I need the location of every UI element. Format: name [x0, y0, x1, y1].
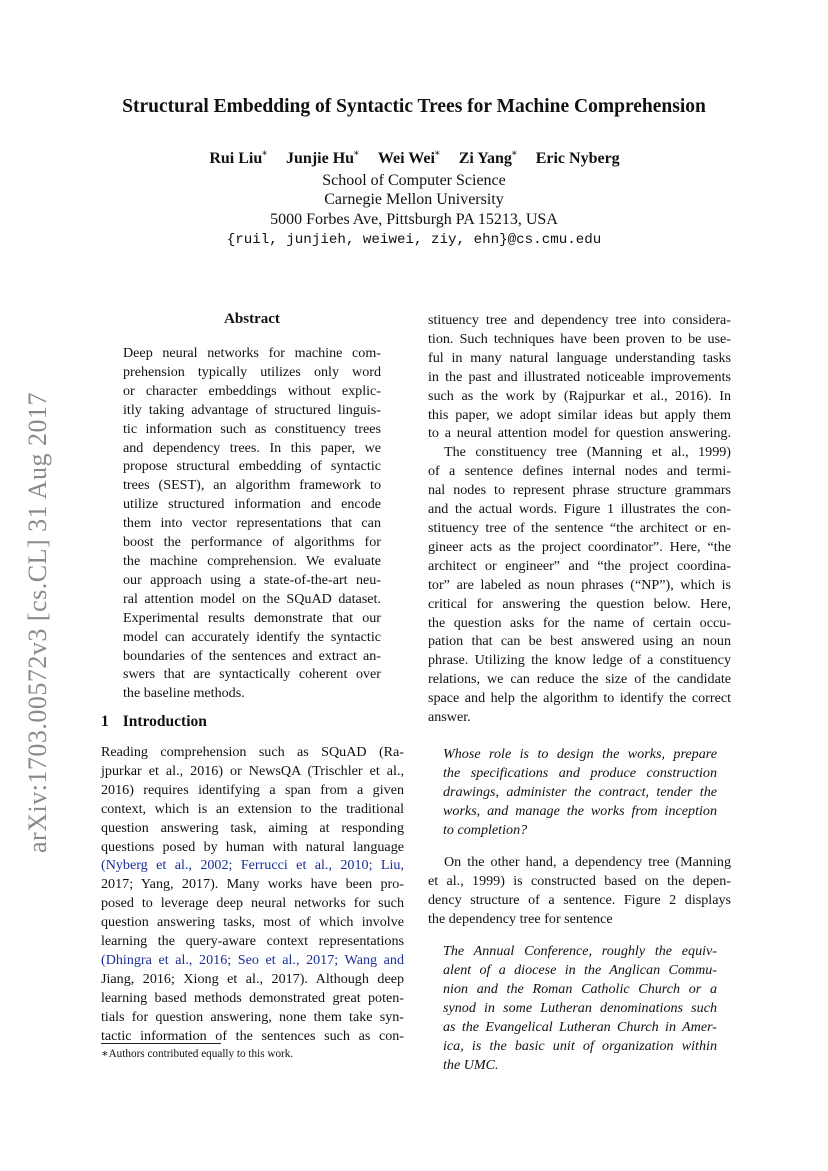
body-line: The constituency tree (Manning et al., 1999): [444, 444, 731, 461]
affiliation-school: School of Computer Science: [322, 172, 506, 189]
section-number: 1: [101, 713, 109, 730]
question-quote-line: Whose role is to design the works, prepare: [443, 745, 717, 762]
body-line: gineer acts as the project coordinator”. Here, “the: [428, 538, 731, 555]
intro-line: Jiang, 2016; Xiong et al., 2017). Although deep: [101, 970, 404, 987]
author: Wei Wei∗: [377, 148, 441, 167]
sentence-quote-line: synod in some Lutheran denominations such: [443, 999, 717, 1016]
author: Rui Liu∗: [209, 148, 269, 167]
intro-line: jpurkar et al., 2016) or NewsQA (Trischler et al.,: [101, 762, 404, 779]
abstract-line: tic information such as constituency trees: [123, 420, 381, 437]
author: Eric Nyberg: [535, 150, 620, 167]
intro-body: [101, 743, 404, 1046]
intro-line: posed to leverage deep neural networks for such: [101, 895, 404, 912]
arxiv-stamp: arXiv:1703.00572v3 [cs.CL] 31 Aug 2017: [23, 392, 52, 853]
body-line: space and help the algorithm to identify the correct: [428, 690, 731, 707]
intro-line: learning the query-aware context representations: [101, 933, 404, 950]
body-line: such as the work by (Rajpurkar et al., 2016). In: [428, 387, 731, 404]
abstract-body: [123, 344, 381, 703]
question-quote-line: the specifications and produce construction: [443, 764, 717, 781]
intro-line: tials for question answering, none them take syn-: [101, 1008, 404, 1025]
body-line: tor” are labeled as noun phrases (“NP”), which is: [428, 576, 731, 593]
sentence-quote-line: The Annual Conference, roughly the equiv-: [443, 943, 717, 960]
intro-line[interactable]: (Nyberg et al., 2002; Ferrucci et al., 2010; Liu,: [101, 857, 404, 874]
abstract-line: itly taking advantage of structured linguis-: [123, 401, 381, 418]
body-line: stituency tree and dependency tree into considera-: [428, 312, 731, 328]
abstract-line: ral attention model on the SQuAD dataset.: [123, 590, 381, 607]
abstract-line: prehension typically utilizes only word: [123, 363, 381, 380]
sentence-quote-line: ica, is the basic unit of organization within: [443, 1037, 717, 1054]
body-line: of a sentence defines internal nodes and termi-: [428, 463, 731, 480]
body-line: et al., 1999) is constructed based on the depen-: [428, 873, 731, 890]
section-heading: [101, 713, 207, 731]
body-line: to a neural attention model for question answering.: [428, 425, 731, 442]
author-emails: {ruil, junjieh, weiwei, ziy, ehn}@cs.cmu.edu: [226, 232, 602, 248]
body-line: answer.: [428, 709, 471, 726]
question-quote-line: drawings, administer the contract, tender the: [443, 783, 717, 800]
paper-title: Structural Embedding of Syntactic Trees for Machine Comprehension: [122, 96, 706, 117]
abstract-line: Deep neural networks for machine com-: [123, 345, 381, 361]
abstract-line: them into vector representations that can: [123, 515, 381, 532]
intro-line: learning based methods demonstrated great poten-: [101, 989, 404, 1006]
section-title: Introduction: [122, 713, 207, 730]
affiliation-university: Carnegie Mellon University: [324, 191, 504, 208]
body-line: in the past and illustrated noticeable improvements: [428, 368, 731, 385]
author: Zi Yang∗: [458, 148, 518, 167]
question-quote-line: to completion?: [443, 821, 528, 838]
abstract-line: swers that are syntactically coherent over: [123, 666, 381, 683]
footnote: ∗Authors contributed equally to this work.: [101, 1048, 294, 1060]
abstract-line: model can accurately identify the syntactic: [123, 628, 381, 645]
body-line: the dependency tree for sentence: [428, 911, 613, 928]
question-quote-line: works, and manage the works from inception: [443, 802, 717, 819]
intro-line: 2017; Yang, 2017). Many works have been pro-: [101, 876, 404, 893]
intro-line: questions posed by human with natural language: [101, 838, 404, 855]
body-line: stituency tree of the sentence “the architect or en-: [428, 519, 731, 536]
intro-line: context, which is an extension to the traditional: [101, 800, 404, 817]
body-line: the question asks for the name of certain occu-: [428, 614, 731, 631]
body-line: this paper, we adopt similar ideas but apply them: [428, 406, 731, 423]
body-line: nal nodes to represent phrase structure grammars: [428, 482, 731, 499]
body-line: tion. Such techniques have been proven to be use-: [428, 330, 731, 347]
body-line: On the other hand, a dependency tree (Manning: [444, 854, 731, 871]
abstract-line: propose structural embedding of syntactic: [123, 458, 381, 475]
abstract-line: the baseline methods.: [123, 685, 245, 702]
intro-line: tactic information of the sentences such as con-: [101, 1027, 404, 1044]
footnote-rule: [101, 1043, 221, 1044]
abstract-line: boundaries of the sentences and extract an-: [123, 647, 381, 664]
intro-line: question answering tasks, most of which involve: [101, 914, 404, 931]
body-line: critical for answering the question below. Here,: [428, 595, 731, 612]
abstract-line: utilize structured information and encode: [123, 496, 381, 513]
abstract-line: Experimental results demonstrate that our: [123, 609, 381, 626]
abstract-line: and dependency trees. In this paper, we: [123, 439, 381, 456]
sentence-quote-line: the UMC.: [443, 1056, 499, 1073]
abstract-line: the machine comprehension. We evaluate: [123, 552, 381, 569]
body-line: architect or engineer” and “the project coordina-: [428, 557, 731, 574]
sentence-quote-line: as the Evangelical Lutheran Church in Amer-: [443, 1018, 717, 1035]
body-line: dency structure of a sentence. Figure 2 displays: [428, 892, 731, 909]
abstract-line: boost the performance of algorithms for: [123, 534, 381, 551]
body-line: phrase. Utilizing the know ledge of a constituency: [428, 652, 731, 669]
abstract-line: our approach using a state-of-the-art neu-: [123, 571, 381, 588]
body-line: pation that can be best answered using an noun: [428, 633, 731, 650]
sentence-quote-line: alent of a diocese in the Anglican Commu-: [443, 962, 717, 978]
author: Junjie Hu∗: [286, 148, 360, 167]
intro-line: 2016) requires identifying a span from a given: [101, 781, 404, 798]
abstract-line: or character embeddings without explic-: [123, 382, 381, 399]
abstract-heading: Abstract: [224, 311, 280, 327]
body-line: ful in many natural language understanding tasks: [428, 349, 731, 366]
author-list: [0, 150, 828, 168]
body-line: relations, we can reduce the size of the candidate: [428, 671, 731, 688]
affiliation-address: 5000 Forbes Ave, Pittsburgh PA 15213, USA: [270, 211, 558, 228]
right-column: [428, 311, 731, 1074]
intro-line: question answering task, aiming at responding: [101, 819, 404, 836]
intro-line[interactable]: (Dhingra et al., 2016; Seo et al., 2017; Wang and: [101, 951, 404, 968]
body-line: and the actual words. Figure 1 illustrates the con-: [428, 501, 731, 518]
abstract-line: trees (SEST), an algorithm framework to: [123, 477, 381, 494]
sentence-quote-line: nion and the Roman Catholic Church or a: [443, 980, 717, 997]
intro-line: Reading comprehension such as SQuAD (Ra-: [101, 744, 404, 760]
